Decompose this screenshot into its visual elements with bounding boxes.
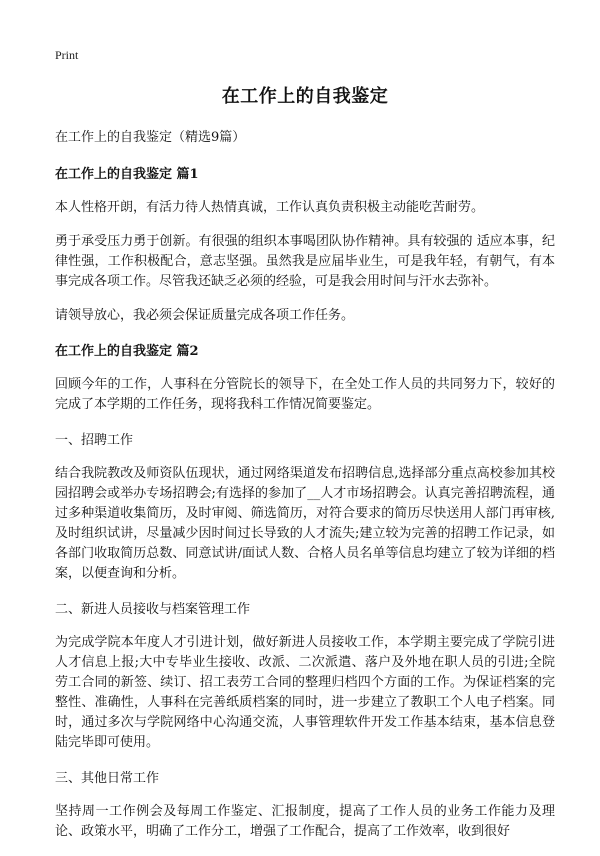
print-link[interactable]: Print	[55, 48, 79, 62]
sub-heading-archives: 二、新进人员接收与档案管理工作	[55, 602, 251, 617]
section-heading: 在工作上的自我鉴定 篇1	[55, 167, 199, 182]
section-heading: 在工作上的自我鉴定 篇2	[55, 344, 199, 359]
paragraph: 请领导放心，我必须会保证质量完成各项工作任务。	[55, 308, 355, 323]
paragraph: 坚持周一工作例会及每周工作鉴定、汇报制度，提高了工作人员的业务工作能力及理论、政策水平，明确了工作分工，增强了工作配合，提高了工作效率，收到很好	[55, 804, 555, 839]
paragraph: 本人性格开朗，有活力待人热情真诚，工作认真负责积极主动能吃苦耐劳。	[55, 200, 485, 215]
document-title: 在工作上的自我鉴定	[221, 86, 389, 107]
sub-heading-daily-work: 三、其他日常工作	[55, 771, 160, 786]
paragraph: 回顾今年的工作，人事科在分管院长的领导下，在全处工作人员的共同努力下，较好的完成了本学期的工作任务，现将我科工作情况简要鉴定。	[55, 377, 555, 412]
paragraph: 勇于承受压力勇于创新。有很强的组织本事喝团队协作精神。具有较强的 适应本事，纪律性强，工作积极配合，意志坚强。虽然我是应届毕业生，可是我年轻，有朝气，有本事完成各项工作。尽管我还缺乏必须的经验，可是我会用时间与汗水去弥补。	[55, 234, 555, 289]
paragraph: 结合我院教改及师资队伍现状，通过网络渠道发布招聘信息,选择部分重点高校参加其校园招聘会或举办专场招聘会;有选择的参加了__人才市场招聘会。认真完善招聘流程，通过多种渠道收集简历，及时审阅、筛选简历，对符合要求的简历尽快送用人部门再审核,及时组织试讲，尽量减少因时间过长导致的人才流失;建立较为完善的招聘工作记录，如各部门收取简历总数、同意试讲/面试人数、合格人员名单等信息均建立了较为详细的档案，以便查询和分析。	[55, 466, 555, 581]
document-body	[55, 82, 555, 856]
document-subtitle: 在工作上的自我鉴定（精选9篇）	[55, 130, 246, 145]
section-2	[55, 340, 555, 842]
sub-heading-recruitment: 一、招聘工作	[55, 433, 134, 448]
section-1	[55, 163, 555, 326]
paragraph: 为完成学院本年度人才引进计划，做好新进人员接收工作，本学期主要完成了学院引进人才信息上报;大中专毕业生接收、改派、二次派遣、落户及外地在职人员的引进;全院劳工合同的新签、续订、招工表劳工合同的整理归档四个方面的工作。为保证档案的完整性、准确性，人事科在完善纸质档案的同时，进一步建立了教职工个人电子档案。同时，通过多次与学院网络中心沟通交流，人事管理软件开发工作基本结束，基本信息登陆完毕即可使用。	[55, 635, 555, 750]
